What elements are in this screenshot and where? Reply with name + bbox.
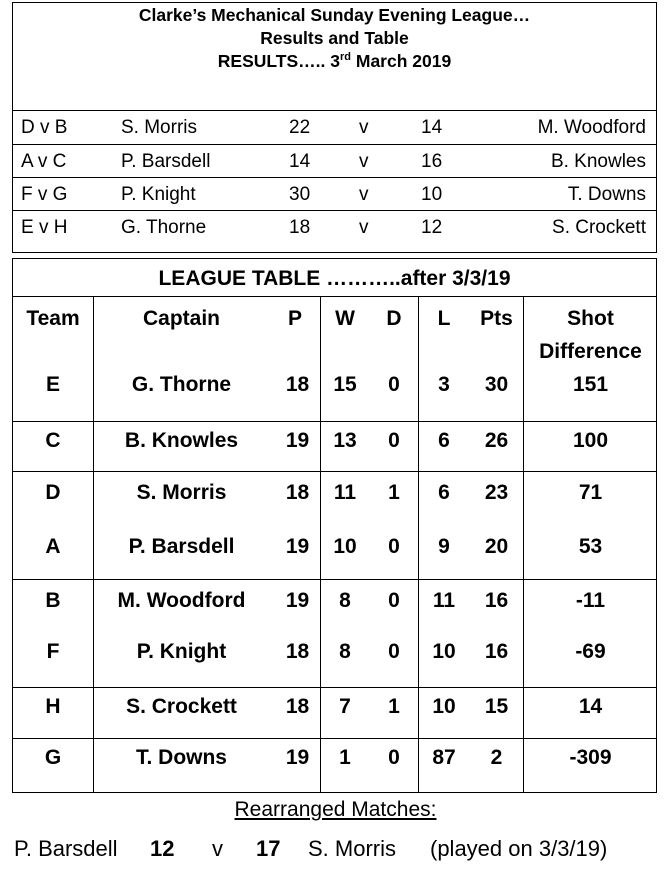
points-cell: 16	[484, 589, 509, 612]
captain-cell: G. Thorne	[131, 373, 232, 396]
versus: v	[359, 117, 369, 138]
played-cell: 19	[285, 746, 310, 769]
versus: v	[359, 151, 369, 172]
home-captain: P. Knight	[121, 184, 196, 205]
won-cell: 1	[339, 746, 351, 769]
away-score: 12	[421, 217, 443, 238]
away-score: 16	[421, 151, 443, 172]
captain-cell: P. Barsdell	[128, 535, 235, 558]
points-cell: 15	[484, 695, 509, 718]
away-captain: S. Crockett	[552, 217, 646, 238]
won-cell: 11	[333, 481, 357, 504]
team-cell: C	[45, 429, 61, 452]
played-cell: 18	[285, 640, 310, 663]
home-score: 14	[289, 151, 311, 172]
home-score: 22	[289, 117, 311, 138]
team-cell: B	[45, 589, 61, 612]
rearranged-title: Rearranged Matches:	[234, 798, 437, 821]
difference-cell: 53	[578, 535, 603, 558]
drawn-cell: 0	[388, 429, 400, 452]
team-cell: F	[46, 640, 60, 663]
points-cell: 20	[484, 535, 509, 558]
rearranged-home: P. Barsdell	[14, 836, 118, 861]
lost-cell: 10	[432, 695, 456, 718]
points-cell: 16	[484, 640, 509, 663]
difference-cell: 151	[572, 373, 609, 396]
rearranged-note: (played on 3/3/19)	[430, 836, 608, 861]
rearranged-home-score: 12	[150, 836, 175, 861]
row-divider	[13, 579, 656, 580]
away-score: 10	[421, 184, 443, 205]
row-divider	[13, 738, 656, 739]
row-divider	[13, 421, 656, 422]
lost-cell: 6	[438, 429, 450, 452]
lost-cell: 11	[432, 589, 456, 612]
header-won: W	[335, 307, 355, 330]
points-cell: 23	[484, 481, 509, 504]
rearranged-away: S. Morris	[308, 836, 396, 861]
home-score: 18	[289, 217, 311, 238]
home-captain: P. Barsdell	[121, 151, 211, 172]
result-row	[13, 177, 656, 211]
results-date: RESULTS….. 3rd March 2019	[217, 51, 452, 71]
won-cell: 8	[339, 589, 351, 612]
lost-cell: 9	[438, 535, 450, 558]
header	[12, 2, 657, 110]
versus: v	[359, 217, 369, 238]
played-cell: 18	[285, 373, 310, 396]
drawn-cell: 0	[388, 589, 400, 612]
team-cell: E	[45, 373, 60, 396]
home-captain: S. Morris	[121, 117, 197, 138]
fixture: F v G	[21, 184, 68, 205]
difference-cell: -69	[575, 640, 606, 663]
row-divider	[13, 471, 656, 472]
home-captain: G. Thorne	[121, 217, 207, 238]
captain-cell: S. Morris	[136, 481, 227, 504]
header-drawn: D	[386, 307, 402, 330]
result-row	[13, 144, 656, 178]
league-table-title: LEAGUE TABLE ………..after 3/3/19	[13, 259, 656, 297]
played-cell: 19	[285, 429, 310, 452]
captain-cell: S. Crockett	[126, 695, 237, 718]
header-captain: Captain	[142, 307, 220, 330]
lost-cell: 10	[432, 640, 456, 663]
lost-cell: 6	[438, 481, 450, 504]
played-cell: 19	[285, 589, 310, 612]
won-cell: 13	[333, 429, 357, 452]
away-captain: T. Downs	[567, 184, 646, 205]
result-row	[13, 111, 656, 144]
header-points: Pts	[480, 307, 513, 330]
results-list	[12, 110, 657, 253]
drawn-cell: 1	[388, 695, 400, 718]
rearranged-away-score: 17	[256, 836, 281, 861]
won-cell: 7	[339, 695, 351, 718]
team-cell: A	[45, 535, 61, 558]
lost-cell: 87	[432, 746, 456, 769]
team-cell: D	[45, 481, 61, 504]
played-cell: 18	[285, 695, 310, 718]
rearranged-versus: v	[212, 836, 223, 861]
result-row	[13, 210, 656, 244]
won-cell: 15	[333, 373, 357, 396]
fixture: A v C	[21, 151, 67, 172]
played-cell: 19	[285, 535, 310, 558]
fixture: D v B	[21, 117, 68, 138]
lost-cell: 3	[438, 373, 450, 396]
versus: v	[359, 184, 369, 205]
drawn-cell: 0	[388, 746, 400, 769]
header-shot: Shot	[567, 307, 614, 330]
row-divider	[13, 687, 656, 688]
drawn-cell: 0	[388, 640, 400, 663]
drawn-cell: 1	[388, 481, 400, 504]
points-cell: 2	[490, 746, 503, 769]
league-table	[12, 258, 657, 793]
drawn-cell: 0	[388, 373, 400, 396]
team-cell: G	[44, 746, 62, 769]
league-name: Clarke’s Mechanical Sunday Evening League…	[138, 5, 531, 25]
points-cell: 26	[484, 429, 509, 452]
header-lost: L	[437, 307, 451, 330]
fixture: E v H	[21, 217, 68, 238]
drawn-cell: 0	[388, 535, 400, 558]
header-team: Team	[26, 307, 80, 330]
captain-cell: M. Woodford	[117, 589, 246, 612]
difference-cell: 71	[578, 481, 603, 504]
captain-cell: B. Knowles	[124, 429, 239, 452]
captain-cell: T. Downs	[135, 746, 227, 769]
played-cell: 18	[285, 481, 310, 504]
difference-cell: -11	[575, 589, 606, 612]
team-cell: H	[45, 695, 61, 718]
won-cell: 10	[333, 535, 357, 558]
home-score: 30	[289, 184, 311, 205]
away-captain: B. Knowles	[550, 151, 646, 172]
difference-cell: -309	[569, 746, 612, 769]
points-cell: 30	[484, 373, 509, 396]
header-played: P	[287, 307, 302, 330]
captain-cell: P. Knight	[136, 640, 227, 663]
difference-cell: 100	[572, 429, 609, 452]
away-captain: M. Woodford	[537, 117, 646, 138]
difference-cell: 14	[578, 695, 603, 718]
subtitle: Results and Table	[260, 28, 409, 48]
won-cell: 8	[339, 640, 351, 663]
away-score: 14	[421, 117, 443, 138]
header-difference: Difference	[539, 340, 642, 363]
